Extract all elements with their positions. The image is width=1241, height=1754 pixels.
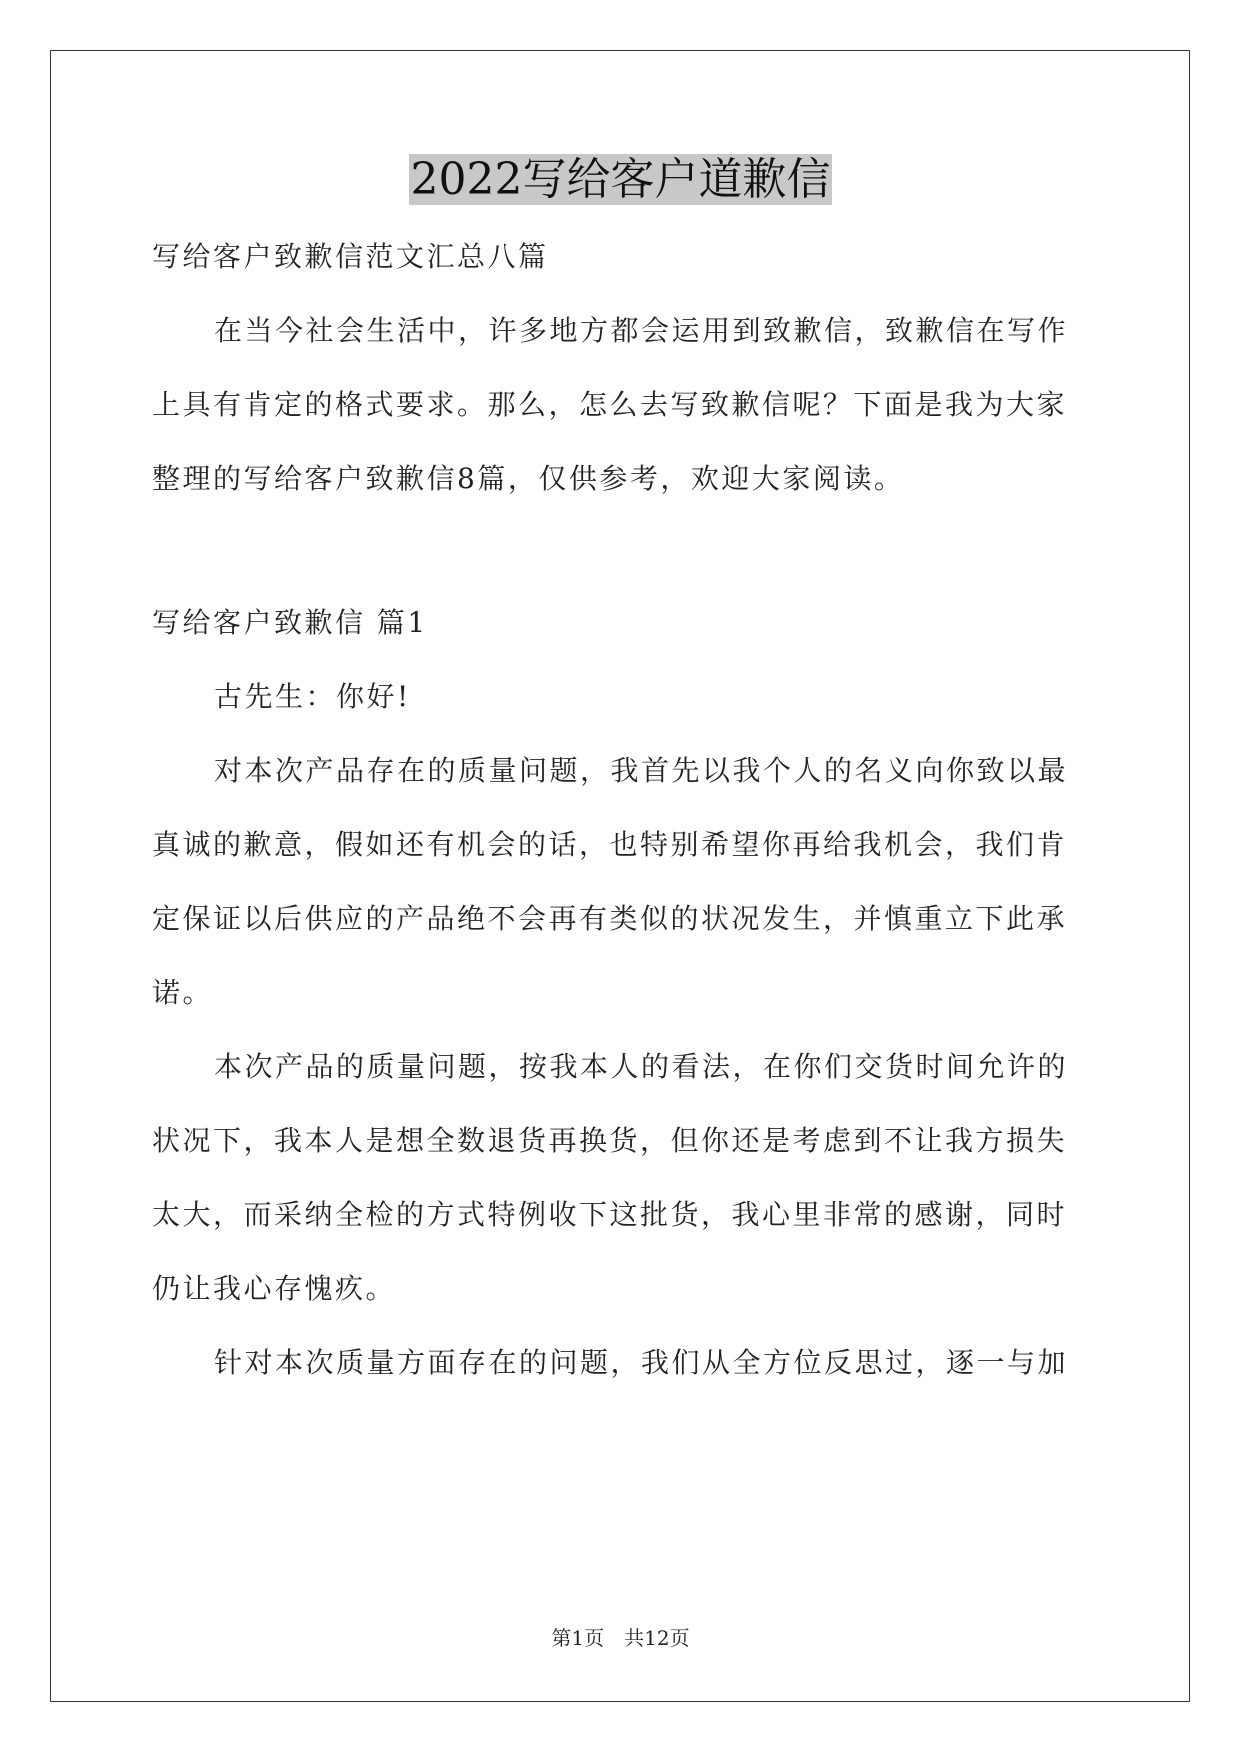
- paragraph2-line-2: 状况下，我本人是想全数退货再换货，但你还是考虑到不让我方损失: [152, 1124, 1068, 1157]
- document-title-text: 2022写给客户道歉信: [410, 154, 831, 205]
- document-title: [0, 148, 1241, 212]
- intro-line-3: 整理的写给客户致歉信8篇，仅供参考，欢迎大家阅读。: [152, 462, 905, 495]
- section-heading: 写给客户致歉信 篇1: [152, 606, 428, 639]
- page-footer: 第1页 共12页: [551, 1626, 690, 1650]
- paragraph1-line-1: 对本次产品存在的质量问题，我首先以我个人的名义向你致以最: [214, 754, 1069, 787]
- intro-line-2: 上具有肯定的格式要求。那么，怎么去写致歉信呢？下面是我为大家: [152, 388, 1068, 421]
- paragraph1-line-2: 真诚的歉意，假如还有机会的话，也特别希望你再给我机会，我们肯: [152, 828, 1068, 861]
- paragraph2-line-4: 仍让我心存愧疚。: [152, 1272, 397, 1305]
- paragraph1-line-4: 诺。: [152, 976, 214, 1009]
- paragraph2-line-3: 太大，而采纳全检的方式特例收下这批货，我心里非常的感谢，同时: [152, 1198, 1068, 1231]
- paragraph2-line-1: 本次产品的质量问题，按我本人的看法，在你们交货时间允许的: [214, 1050, 1069, 1083]
- intro-line-1: 在当今社会生活中，许多地方都会运用到致歉信，致歉信在写作: [214, 314, 1069, 347]
- paragraph3-line-1: 针对本次质量方面存在的问题，我们从全方位反思过，逐一与加: [214, 1346, 1069, 1379]
- page-border: [50, 50, 1190, 1702]
- salutation: 古先生：你好!: [214, 680, 411, 713]
- paragraph1-line-3: 定保证以后供应的产品绝不会再有类似的状况发生，并慎重立下此承: [152, 902, 1068, 935]
- document-subtitle: 写给客户致歉信范文汇总八篇: [152, 240, 549, 273]
